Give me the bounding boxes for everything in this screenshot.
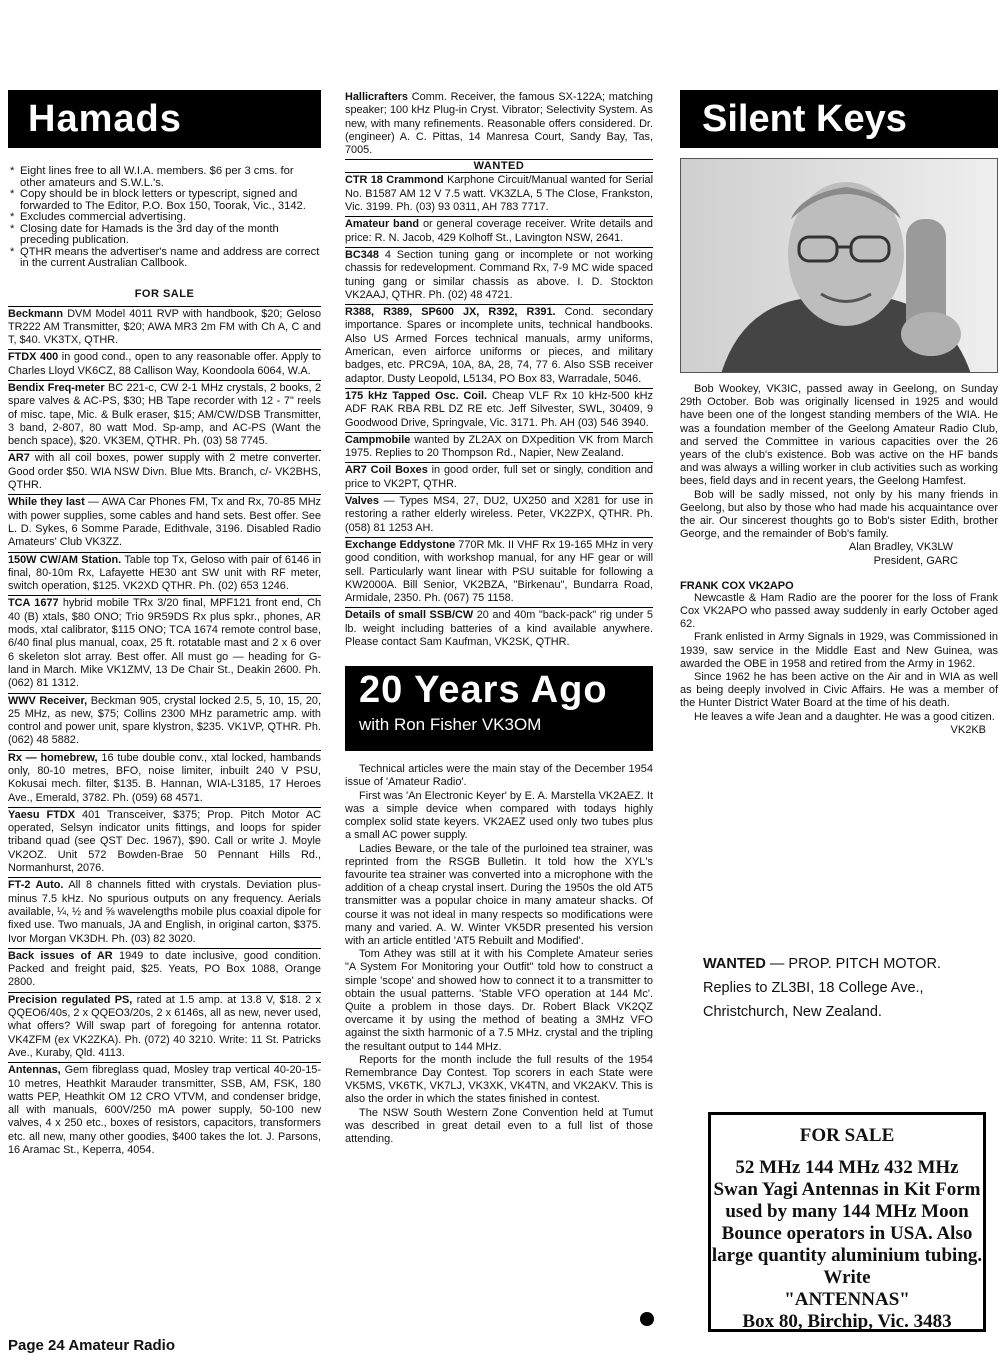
- ad-lead: BC348: [345, 248, 379, 261]
- rule-item: * Excludes commercial advertising.: [8, 212, 321, 224]
- box-line: Box 80, Birchip, Vic. 3483: [742, 1311, 952, 1332]
- rule-item: * Copy should be in block letters or typescript, signed and forwarded to The Editor, P.O. Box 150, Toorak, Vic., 3142.: [8, 189, 321, 212]
- hamads-column: [8, 90, 321, 1159]
- ad-lead: Yaesu FTDX: [8, 808, 75, 821]
- portrait-photo: [680, 158, 998, 373]
- bob-signature-name: Alan Bradley, VK3LW: [848, 541, 953, 554]
- bob-signature-title: President, GARC: [873, 554, 958, 567]
- ad-item: [8, 877, 321, 947]
- ad-lead: TCA 1677: [8, 597, 59, 610]
- ad-text: in good cond., open to any reasonable offer. Apply to Charles Lloyd VK6CZ, 88 Callison Way, Koondoola 6064, W.A.: [8, 351, 321, 377]
- bob-obituary: [680, 383, 998, 541]
- ad-item: [345, 462, 653, 493]
- ad-text: in good order, full set or singly, condition and price to VK2PT, QTHR.: [345, 464, 653, 490]
- antennas-for-sale-box: [708, 1112, 986, 1332]
- box-line: "ANTENNAS": [784, 1289, 910, 1310]
- for-sale-heading: FOR SALE: [134, 287, 195, 300]
- ad-item: [8, 380, 321, 450]
- wanted-pitch-motor-note: [703, 952, 993, 1024]
- ad-item: [8, 807, 321, 877]
- ad-text: DVM Model 4011 RVP with handbook, $20; Geloso TR222 AM Transmitter, $20; AWA MR3 2m FM with Ch A, C and T, $40. VK3TX, QTHR.: [8, 307, 321, 347]
- rule-item: * Eight lines free to all W.I.A. members. $6 per 3 cms. for other amateurs and S.W.L.'s.: [8, 166, 321, 189]
- ad-text: 16 tube double conv., xtal locked, hambands only, 80-10 metres, BFO, noise limiter, inbuilt 240 V PSU, Kokusai mech. filter, $135. B. Hannan, WIA-L3185, 17 Heroes Ave., Emerald, 3782. Ph. (059) 68 4571.: [8, 751, 322, 804]
- box-line: Bounce operators in USA. Also: [721, 1223, 973, 1244]
- box-line: 52 MHz 144 MHz 432 MHz: [735, 1157, 959, 1178]
- ad-lead: FTDX 400: [8, 351, 59, 364]
- ad-item: [345, 388, 653, 432]
- ad-text: or general coverage receiver. Write details and price: R. N. Jacob, 429 Kolhoff St., Lavington NSW, 2641.: [345, 218, 653, 244]
- ad-lead: Details of small SSB/CW: [345, 609, 474, 622]
- ad-lead: WWV Receiver,: [8, 694, 88, 707]
- box-line: used by many 144 MHz Moon: [725, 1201, 969, 1222]
- paragraph: Bob will be sadly missed, not only by his many friends in Geelong, but also by those who had made his acquaintance over the air. Our sincerest thoughts go to Bob's sister Edith, brother George, and the remainder of Bob's family.: [680, 488, 998, 541]
- ad-text: Comm. Receiver, the famous SX-122A; matching speaker; 100 kHz Plug-in Cryst. Vibrator; Selectivity System. As new, with many refinements. Reasonable offers considered. Dr. (engineer) A. C. Pittas, 14 Manresa Court, Sandy Bay, Tas, 7005.: [345, 91, 653, 157]
- paragraph: Technical articles were the main stay of the December 1954 issue of 'Amateur Radio'.: [345, 763, 653, 789]
- box-heading: FOR SALE: [799, 1125, 895, 1146]
- note-line-2: Replies to ZL3BI, 18 College Ave.,: [703, 980, 924, 996]
- paragraph: Newcastle & Ham Radio are the poorer for the loss of Frank Cox VK2APO who passed away suddenly in early October aged 62.: [680, 591, 998, 631]
- ad-item: [8, 948, 321, 992]
- silent-keys-title: Silent Keys: [680, 90, 998, 148]
- twenty-years-body: [345, 763, 653, 1146]
- paragraph: Bob Wookey, VK3IC, passed away in Geelong, on Sunday 29th October. Bob was originally licensed in 1925 and would have been one of the longest standing members of the WIA. He was a foundation member of the Geelong Amateur Radio Club, and served the Committee in various capacities over the 26 years of the club's existence. Bob was active on the HF bands and was always a willing worker in club activities such as working bees, field days and in recent years, the Geelong Hamfest.: [680, 383, 998, 488]
- box-line: large quantity aluminium tubing.: [711, 1245, 983, 1266]
- paragraph: Reports for the month include the full results of the 1954 Remembrance Day Contest. Top scorers in each State were VK5MS, VK6TK, VK7LJ, VK3XK, VK4TN, and VK2AKV. This is also the order in which the states finished in contest.: [345, 1053, 653, 1106]
- ad-lead: R388, R389, SP600 JX, R392, R391.: [345, 306, 556, 319]
- ad-text: with all coil boxes, power supply with 2 metre converter. Good order $50. WIA NSW Divn. Blue Mts. Branch, c/- VK2BHS, QTHR.: [8, 452, 321, 492]
- frank-heading: FRANK COX VK2APO: [680, 579, 794, 592]
- ad-text: 401 Transceiver, $375; Prop. Pitch Motor AC operated, Selsyn indicator units fittings, and loops for spider triband quad (see QST Dec. 1967), $90. Call or write J. Moyle VK2OZ. Unit 572 Bowden-Brae 50 Pennant Hills Rd., Normanhurst, 2076.: [8, 808, 321, 875]
- note-line-3: Christchurch, New Zealand.: [703, 1004, 882, 1020]
- ad-item: [8, 306, 321, 350]
- note-line-1: [703, 952, 993, 976]
- ad-item: [8, 450, 321, 494]
- ad-item: [345, 304, 653, 388]
- box-line: Swan Yagi Antennas in Kit Form: [713, 1179, 981, 1200]
- ad-text: rated at 1.5 amp. at 13.8 V, $18. 2 x QQEO6/40s, 2 x QQEO3/20s, 2 x 6146s, all as new, never used, what offers? Will swap part of foregoing for antenna rotator. VK4ZFM (ex VK2ZKA). Ph. (072) 40 3210. Write: 11 St. Patricks Ave., Kuraby, Qld. 4113.: [8, 993, 321, 1059]
- ad-item: [345, 172, 653, 216]
- ad-item: [8, 750, 321, 807]
- twenty-years-title: 20 Years Ago: [359, 669, 608, 712]
- ad-lead: Exchange Eddystone: [345, 538, 456, 551]
- ad-text: 1949 to date inclusive, good condition. Packed and freight paid, $25. Yeats, PO Box 1088, Orange 2800.: [8, 949, 322, 989]
- ad-item: [8, 552, 321, 596]
- ad-item: [8, 693, 321, 750]
- ad-text: Cond. secondary importance. Spares or incomplete units, technical handbooks. Also US Armed Forces technical manuals, army uniforms, American, even airforce uniforms or pieces, and military badges, etc. PRC9A, 10A, 8A, 28, 74, 77 6. Also SSB receiver adaptor. Dusty Leopold, L5134, PO Box 83, Warradale, 5046.: [345, 306, 654, 385]
- end-mark: [640, 1312, 654, 1326]
- ad-text: BC 221-c, CW 2-1 MHz crystals, 2 books, 2 spare valves & AC-PS, $30; HB Tape recorder with 12 - 7" reels of misc. tape, Mic. & Bulk eraser, $15; AM/CW/DSB Transmitter, 3 band, 2-807, 80 watt Mod. Sp-amp, and AC-PS (Want the bench space), $20. VK3EM, QTHR. Ph. (03) 58 7745.: [8, 381, 321, 448]
- ad-text: Beckman 905, crystal locked 2.5, 5, 10, 15, 20, 25 MHz, as new, $75; Collins 2300 MHz parametric amp. with control and power unit, spare klystron, $235. VK1VP, QTHR. Ph. (062) 48 5882.: [8, 694, 321, 747]
- ad-text: 20 and 40m "back-pack" rig under 5 lb. weight including batteries of a kind available anywhere. Please contact Sam Kaufman, VK2SK, QTHR.: [345, 609, 653, 648]
- portrait-image: [681, 159, 998, 373]
- for-sale-list: [8, 306, 321, 1160]
- ad-lead: Bendix Freq-meter: [8, 381, 105, 394]
- middle-column: [345, 90, 653, 1146]
- ad-item: [345, 607, 653, 651]
- wanted-heading: WANTED: [345, 159, 653, 172]
- ad-item: [345, 216, 653, 247]
- ad-item: [8, 494, 321, 551]
- ad-text: wanted by ZL2AX on DXpedition VK from March 1975. Replies to 20 Thompson Rd., Napier, New Zealand.: [345, 433, 654, 460]
- ad-text: Karphone Circuit/Manual wanted for Serial No. B1587 AM 12 V 7.5 watt. VK3ZLA, 5 The Close, Frankston, Vic. 3199. Ph. (03) 93 0311, AH 783 7717.: [345, 174, 653, 214]
- ad-item: [345, 537, 653, 607]
- page-footer: Page 24 Amateur Radio: [8, 1337, 175, 1354]
- ad-lead: Back issues of AR: [8, 949, 113, 962]
- rule-item: * QTHR means the advertiser's name and address are correct in the current Australian Callbook.: [8, 247, 321, 270]
- paragraph: First was 'An Electronic Keyer' by E. A. Marstella VK2AEZ. It was a simple device when compared with todays highly complex solid state keyers. VK2AEZ used only two tubes plus a small AC power supply.: [345, 789, 653, 842]
- twenty-years-banner: [345, 666, 653, 751]
- paragraph: Tom Athey was still at it with his Complete Amateur series "A System For Monitoring your Outfit" told how to construct a simple 'scope' and showed how to connect it to a transmitter to obtain the usual patterns. 'Stable VFO operation at 144 Mc'. Quite a problem in those days. Dr. Robert Black VK2QZ overcame it by using the method of beating a 3MHz VFO against the sixth harmonic of a 7.5 MHz. crystal and the tripling the resultant output to 144 MHz.: [345, 948, 653, 1053]
- ad-text: — AWA Car Phones FM, Tx and Rx, 70-85 MHz with power supplies, some cables and hand sets. Best offer. See L. D. Sykes, 6 Somme Parade, Edithvale, 3196. Disabled Radio Amateurs' Club VK3ZZ.: [8, 496, 322, 549]
- ad-lead: While they last: [8, 496, 85, 509]
- ad-lead: Precision regulated PS,: [8, 993, 133, 1006]
- ad-lead: Amateur band: [345, 218, 420, 231]
- hamads-rules: [8, 166, 321, 270]
- paragraph: Frank enlisted in Army Signals in 1929, was Commissioned in 1939, saw service in the Middle East and New Guinea, was awarded the OBE in 1958 and retired from the Army in 1962.: [680, 631, 998, 670]
- paragraph: He leaves a wife Jean and a daughter. He was a good citizen.: [694, 710, 995, 723]
- ad-lead: Antennas,: [8, 1064, 61, 1077]
- ad-lead: 150W CW/AM Station.: [8, 553, 122, 566]
- ad-lead: FT-2 Auto.: [8, 879, 64, 892]
- ad-item: [345, 247, 653, 304]
- frank-obituary: [680, 592, 998, 724]
- ad-item: [345, 90, 653, 159]
- ad-lead: Rx — homebrew,: [8, 751, 98, 764]
- ad-item: [8, 1062, 321, 1159]
- ad-lead: CTR 18 Crammond: [345, 174, 444, 187]
- ad-text: All 8 channels fitted with crystals. Deviation plus-minus 7.5 kHz. No spurious outputs on any frequency. Aerials available, ¼, ½ and ⅝ wavelengths mobile plus coaxial dipole for fixed use. Two manuals, JA and English, in original carton, $375. Ivor Morgan VK3DH. Ph. (03) 82 3020.: [8, 879, 321, 945]
- wanted-list: [345, 172, 653, 651]
- ad-text: hybrid mobile TRx 3/20 final, MPF121 front end, Ch 40 (B) xtals, $80 ONO; Trio 9R59DS Rx plus spkr., phones, AR mods, xtal calibrator, $115 ONO; TCA 1674 remote control base, 6/40 final plus manual, coax, 25 ft. rotatable mast and 2 x 6 over 6 skeleton slot array. Best offer. All must go — heading for G-land in March. Mike VK1ZMV, 13 De Chair St., Deakin 2600. Ph. (062) 81 1312.: [8, 597, 322, 690]
- box-line: Write: [823, 1267, 871, 1288]
- ad-text: 770R Mk. II VHF Rx 19-165 MHz in very good condition, with workshop manual, for any HF gear or will sell. Particularly want linear with PSU suitable for following a KW2000A. Bill Senior, VK2BZA, "Birkenau", Bundarra Road, Armidale, 2350. Ph. (067) 75 1158.: [345, 538, 653, 605]
- ad-item: [345, 432, 653, 463]
- ad-item: [8, 595, 321, 692]
- ad-lead: Hallicrafters: [345, 91, 408, 103]
- silent-keys-column: [680, 90, 998, 737]
- paragraph: The NSW South Western Zone Convention held at Tumut was described in great detail even to a full list of those attending.: [345, 1106, 653, 1145]
- ad-lead: Beckmann: [8, 307, 64, 320]
- ad-text: Table top Tx, Geloso with pair of 6146 in final, 80-10m Rx, Lafayette HE30 ant SW unit with RF meter, switch operation, $125. VK2XD QTHR. Ph. (02) 653 1246.: [8, 553, 321, 593]
- note-lead: WANTED: [703, 956, 766, 972]
- ad-lead: AR7 Coil Boxes: [345, 464, 428, 477]
- ad-text: Cheap VLF Rx 10 kHz-500 kHz ADF RAK RBA RBL DZ RE etc. Jeff Silvester, SWL, 30409, 9 Goodwood Drive, Springvale, Vic. 3171. Ph. AH (03) 546 3940.: [345, 389, 653, 429]
- note-line-1-text: — PROP. PITCH MOTOR.: [765, 956, 941, 972]
- rule-item: * Closing date for Hamads is the 3rd day of the month preceding publication.: [8, 224, 321, 247]
- ad-text: — Types MS4, 27, DU2, UX250 and X281 for use in restoring a rather elderly wireless. Peter, VK2ZPX, QTHR. Ph. (058) 81 1253 AH.: [345, 495, 654, 534]
- paragraph: Ladies Beware, or the tale of the purloined tea strainer, was reprinted from the RSGB Bulletin. It told how the XYL's favourite tea strainer was converted into a microphone with the addition of a cheap crystal insert. During the 1950s the old AT5 transmitter was a popular choice in many amateur shacks. Of course it was not ideal in many respects so modifications were many and varied. A. W. Winter VK5DR presented his version with an article entitled 'AT5 Rebuilt and Modified'.: [345, 842, 653, 947]
- ad-lead: 175 kHz Tapped Osc. Coil.: [345, 389, 488, 402]
- twenty-years-byline: with Ron Fisher VK3OM: [359, 715, 542, 735]
- ad-item: [8, 349, 321, 380]
- frank-signature: VK2KB: [950, 723, 986, 736]
- ad-lead: AR7: [8, 452, 30, 465]
- paragraph: Since 1962 he has been active on the Air and in WIA as well as being deeply involved in Civic Affairs. He was a member of the Hunter District Water Board at the time of his death.: [680, 671, 998, 710]
- ad-text: Gem fibreglass quad, Mosley trap vertical 40-20-15-10 metres, Heathkit Marauder transmitter, SSB, AM, FSK, 180 watts PEP, Heathkit OM 12 CRO VTVM, and condenser bridge, all with manuals, 600V/250 mA power supply, 50-100 new valves, 4 x 250 etc., boxes of resistors, capacitors, transformers etc. all new, many other goodies, $400 takes the lot. J. Parsons, 16 Aramac St., Keperra, 4054.: [8, 1064, 321, 1157]
- ad-text: 4 Section tuning gang or incomplete or not working chassis for redevelopment. Command Rx, 7-9 MC wide spaced tuning gang or similar chassis as above. I. D. Stockton VK2AAJ, QTHR. Ph. (02) 48 4721.: [345, 248, 653, 301]
- ad-lead: Campmobile: [345, 433, 411, 446]
- ad-item: [8, 992, 321, 1062]
- ad-item: [345, 493, 653, 537]
- hamads-title: Hamads: [8, 90, 321, 148]
- ad-lead: Valves: [345, 495, 379, 508]
